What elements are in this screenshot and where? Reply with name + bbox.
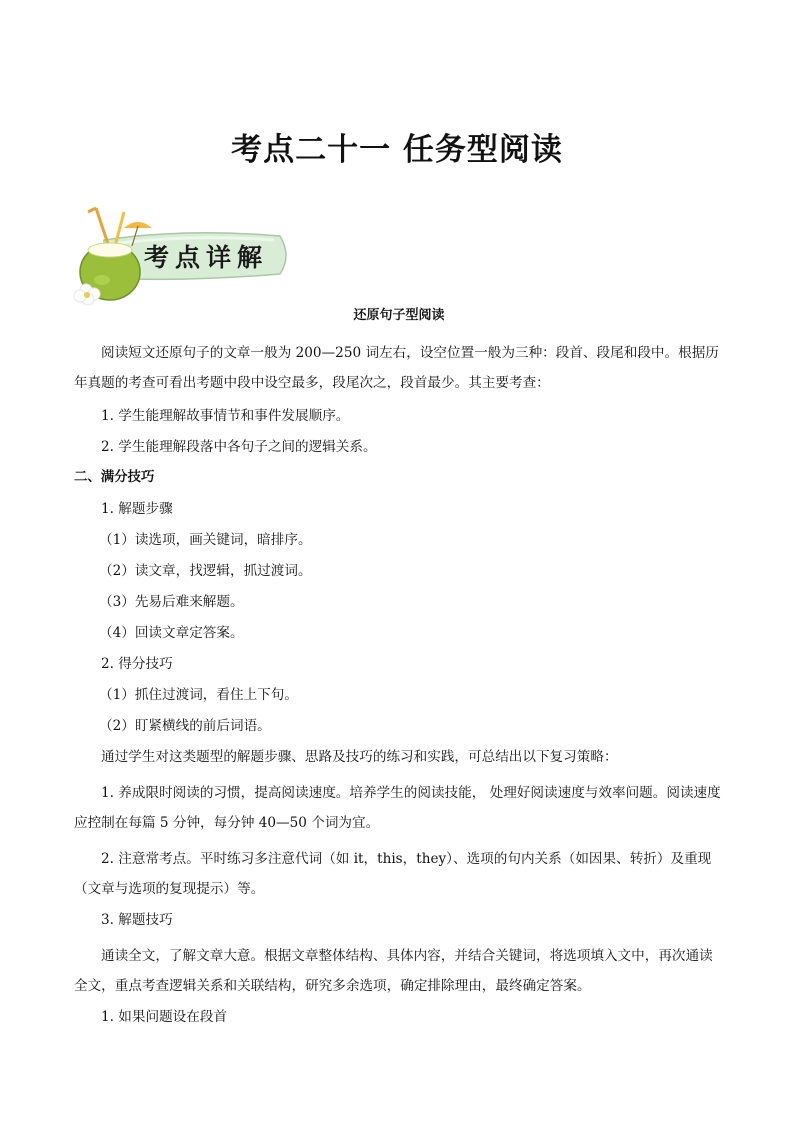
list-item: （1）读选项，画关键词，暗排序。 (99, 532, 312, 548)
strategy-item: 2. 注意常考点。平时练习多注意代词（如 it，this，they）、选项的句内关系（如因果、转折）及重现（文章与选项的复现提示）等。 (74, 851, 712, 897)
strategy-body: 通读全文，了解文章大意。根据文章整体结构、具体内容，并结合关键词，将选项填入文中，再次通读全文，重点考查逻辑关系和关联结构，研究多余选项，确定排除理由，最终确定答案。 (74, 948, 713, 994)
step-title: 1. 解题步骤 (101, 501, 173, 517)
list-item: （2）盯紧横线的前后词语。 (99, 718, 271, 734)
banner-label: 考点详解 (144, 243, 269, 272)
list-item: 2. 学生能理解段落中各句子之间的逻辑关系。 (101, 439, 377, 455)
intro-paragraph: 阅读短文还原句子的文章一般为 200—250 词左右，设空位置一般为三种：段首、段尾和段中。根据历年真题的考查可看出考题中段中设空最多，段尾次之，段首最少。其主要考查： (74, 345, 719, 391)
list-item: 1. 学生能理解故事情节和事件发展顺序。 (101, 408, 350, 424)
list-item: 1. 如果问题设在段首 (101, 1009, 228, 1025)
list-item: （2）读文章，找逻辑，抓过渡词。 (99, 563, 312, 579)
main-content (74, 306, 724, 1027)
strategy-title: 3. 解题技巧 (101, 912, 173, 928)
section-subtitle: 还原句子型阅读 (353, 308, 445, 323)
page-title: 考点二十一 任务型阅读 (231, 132, 563, 168)
section-banner (66, 206, 296, 306)
section-heading: 二、满分技巧 (74, 470, 155, 485)
strategy-item: 1. 养成限时阅读的习惯，提高阅读速度。培养学生的阅读技能， 处理好阅读速度与效率问题。阅读速度应控制在每篇 5 分钟，每分钟 40—50 个词为宜。 (74, 785, 721, 831)
list-item: （1）抓住过渡词，看住上下句。 (99, 687, 298, 703)
list-item: （3）先易后难来解题。 (99, 594, 244, 610)
list-item: （4）回读文章定答案。 (99, 625, 244, 641)
tip-title: 2. 得分技巧 (101, 656, 173, 672)
strategy-intro: 通过学生对这类题型的解题步骤、思路及技巧的练习和实践，可总结出以下复习策略： (101, 749, 618, 765)
